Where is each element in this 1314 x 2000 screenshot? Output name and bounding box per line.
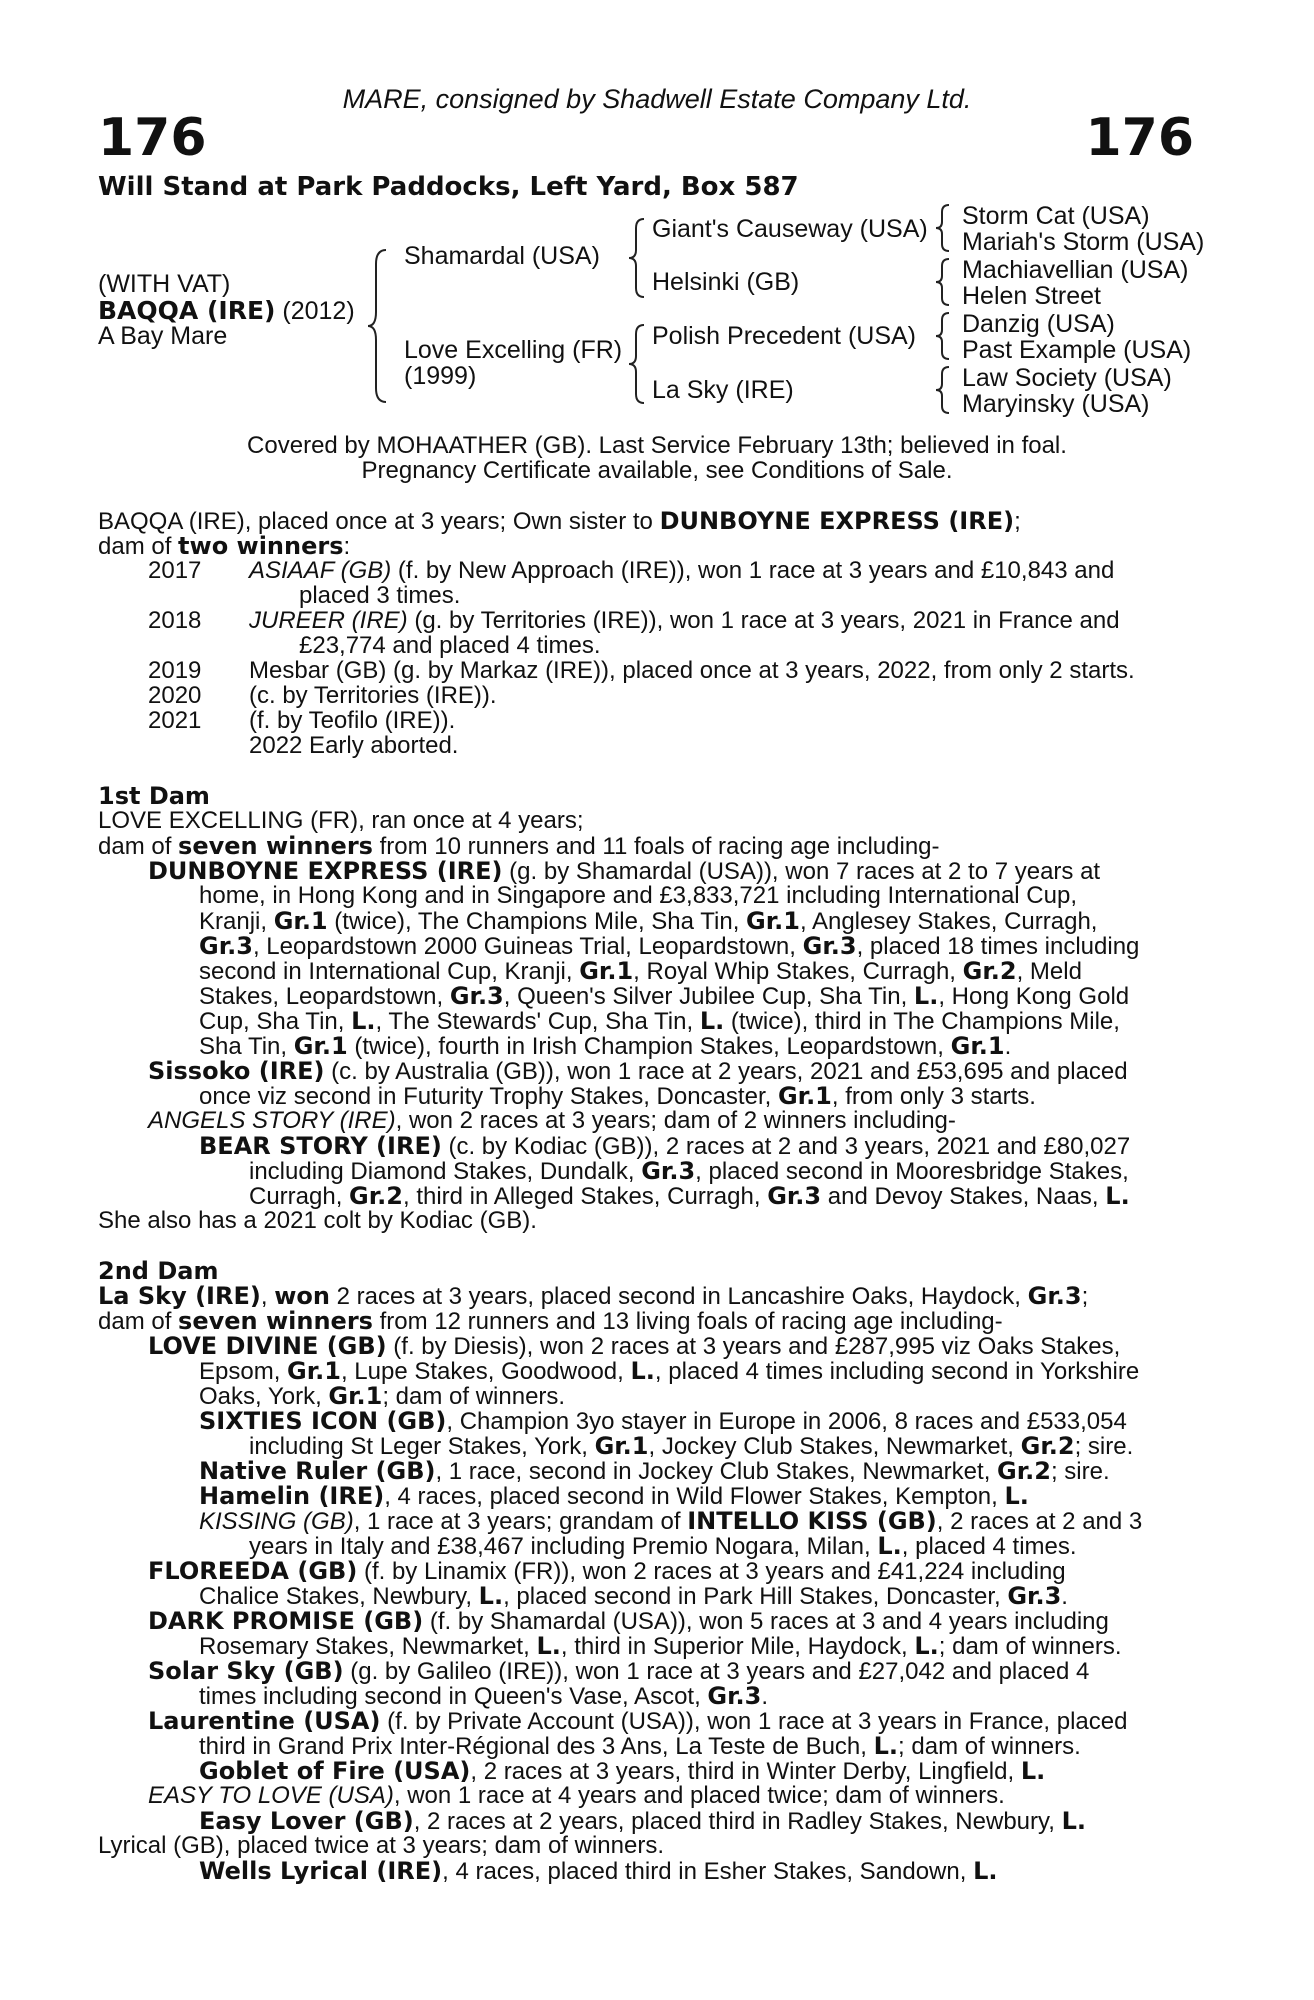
bold-text: Gr.3: [767, 1182, 822, 1210]
pedigree-brace-main: [364, 246, 394, 406]
text: from 12 runners and 13 living foals of racing age including-: [372, 1308, 1003, 1335]
covered-line: Covered by MOHAATHER (GB). Last Service February 13th; believed in foal.: [247, 432, 1067, 459]
bold-text: SIXTIES ICON (GB): [199, 1407, 447, 1435]
lot-number-right: 176: [1085, 108, 1194, 168]
bold-text: L.: [1020, 1757, 1046, 1785]
text: , placed 4 times.: [901, 1533, 1077, 1560]
bold-text: L.: [699, 1007, 725, 1035]
horse-year: (2012): [275, 297, 355, 325]
dam-year: (1999): [404, 362, 477, 390]
bold-text: L.: [973, 1857, 998, 1885]
bold-text: Gr.3: [199, 932, 253, 960]
text: Stakes, Leopardstown,: [199, 983, 450, 1010]
second-dam-line: [199, 1857, 997, 1886]
horse-description: A Bay Mare: [98, 322, 228, 350]
text: , third in Superior Mile, Haydock,: [560, 1633, 915, 1660]
text: ; sire.: [1050, 1458, 1110, 1485]
text: dam of: [98, 833, 179, 860]
bold-text: L.: [536, 1632, 561, 1660]
bold-text: FLOREEDA (GB): [148, 1557, 358, 1585]
text: , placed second in Mooresbridge Stakes,: [695, 1158, 1129, 1185]
text: , placed 18 times including: [856, 933, 1140, 960]
text: Oaks, York,: [199, 1383, 329, 1410]
text: .: [1061, 1583, 1068, 1610]
sire-dam: Helsinki (GB): [652, 268, 800, 296]
bold-text: Hamelin (IRE): [199, 1482, 385, 1510]
bold-text: DUNBOYNE EXPRESS (IRE): [148, 857, 503, 885]
produce-entry: 2022 Early aborted.: [249, 732, 459, 759]
text: (twice), third in The Champions Mile,: [724, 1008, 1120, 1035]
bold-text: LOVE DIVINE (GB): [148, 1332, 387, 1360]
text: (f. by Diesis), won 2 races at 3 years and £287,995 viz Oaks Stakes,: [386, 1333, 1121, 1360]
bold-text: Gr.1: [579, 957, 634, 985]
text: , Leopardstown 2000 Guineas Trial, Leopardstown,: [252, 933, 803, 960]
text: ,: [260, 1283, 275, 1310]
text: , Queen's Silver Jubilee Cup, Sha Tin,: [503, 983, 914, 1010]
text: ; dam of winners.: [938, 1633, 1122, 1660]
bold-text: Gr.3: [1027, 1282, 1082, 1310]
text: (g. by Galileo (IRE)), won 1 race at 3 years and £27,042 and placed 4: [343, 1658, 1090, 1685]
text: (c. by Kodiac (GB)), 2 races at 2 and 3 years, 2021 and £80,027: [441, 1133, 1131, 1160]
text: ; dam of winners.: [382, 1383, 566, 1410]
italic-text: ANGELS STORY (IRE): [148, 1107, 396, 1134]
bold-text: Gr.1: [777, 1082, 832, 1110]
text: (twice), The Champions Mile, Sha Tin,: [327, 908, 747, 935]
bold-text: Gr.2: [962, 957, 1017, 985]
sd-dam: Helen Street: [962, 282, 1101, 310]
text: , from only 3 starts.: [831, 1083, 1036, 1110]
bold-text: Gr.3: [641, 1157, 696, 1185]
text: .: [761, 1683, 769, 1710]
text: , 4 races, placed third in Esher Stakes, Sandown,: [442, 1858, 974, 1885]
bold-text: seven winners: [178, 832, 373, 860]
text: , 2 races at 3 years, third in Winter Derby, Lingfield,: [470, 1758, 1021, 1785]
text: , Lupe Stakes, Goodwood,: [340, 1358, 631, 1385]
first-dam-heading: 1st Dam: [98, 782, 210, 810]
text: ; dam of winners.: [898, 1733, 1081, 1760]
text: (g. by Shamardal (USA)), won 7 races at 2 to 7 years at: [502, 858, 1101, 885]
produce-entry: [249, 607, 1120, 635]
bold-text: Gr.3: [1007, 1582, 1062, 1610]
text: , 2 races at 2 and 3: [936, 1508, 1143, 1535]
text: , Champion 3yo stayer in Europe in 2006, 8 races and £533,054: [446, 1408, 1127, 1435]
bold-text: Gr.2: [1020, 1432, 1075, 1460]
produce-year: 2017: [148, 557, 202, 584]
text: (f. by New Approach (IRE)), won 1 race at 3 years and £10,843 and: [391, 557, 1115, 584]
bold-text: Gr.3: [802, 932, 857, 960]
bold-text: L.: [877, 1532, 902, 1560]
dd-dam: Maryinsky (USA): [962, 390, 1150, 418]
pedigree-brace-ds: [934, 310, 954, 362]
italic-text: ASIAAF (GB): [249, 557, 392, 584]
dam-dam: La Sky (IRE): [652, 376, 794, 404]
bold-text: L.: [1061, 1807, 1086, 1835]
produce-entry-cont: placed 3 times.: [299, 582, 461, 609]
horse-name: BAQQA (IRE): [98, 296, 276, 325]
dd-sire: Law Society (USA): [962, 364, 1172, 392]
produce-entry-cont: £23,774 and placed 4 times.: [299, 632, 601, 659]
text: , Anglesey Stakes, Curragh,: [799, 908, 1098, 935]
bold-text: Native Ruler (GB): [199, 1457, 436, 1485]
text: , Royal Whip Stakes, Curragh,: [633, 958, 963, 985]
sire-sire: Giant's Causeway (USA): [652, 215, 928, 243]
text: from 10 runners and 11 foals of racing age including-: [372, 833, 940, 860]
bold-text: Gr.1: [746, 907, 800, 935]
bold-text: DARK PROMISE (GB): [148, 1607, 424, 1635]
produce-year: 2018: [148, 607, 202, 634]
bold-text: Laurentine (USA): [148, 1707, 381, 1735]
bold-text: DUNBOYNE EXPRESS (IRE): [659, 507, 1015, 535]
text: , Hong Kong Gold: [938, 983, 1130, 1010]
bold-text: L.: [914, 1632, 939, 1660]
text: , Jockey Club Stakes, Newmarket,: [648, 1433, 1021, 1460]
bold-text: Easy Lover (GB): [199, 1807, 414, 1835]
text: BAQQA (IRE), placed once at 3 years; Own sister to: [98, 508, 660, 535]
bold-text: La Sky (IRE): [98, 1282, 261, 1310]
produce-entry: [249, 557, 1114, 585]
dam-sire: Polish Precedent (USA): [652, 322, 917, 350]
bold-text: Gr.1: [273, 907, 328, 935]
bold-text: L.: [630, 1357, 655, 1385]
text: ;: [1081, 1283, 1089, 1310]
text: , 4 races, placed second in Wild Flower Stakes, Kempton,: [384, 1483, 1005, 1510]
consignment-line: MARE, consigned by Shadwell Estate Company Ltd.: [342, 84, 972, 114]
text: once viz second in Futurity Trophy Stakes, Doncaster,: [199, 1083, 778, 1110]
dam: Love Excelling (FR): [404, 336, 623, 364]
text: (g. by Territories (IRE)), won 1 race at 3 years, 2021 in France and: [407, 607, 1120, 634]
text: , Meld: [1016, 958, 1082, 985]
text: 2 races at 3 years, placed second in Lancashire Oaks, Haydock,: [329, 1283, 1028, 1310]
text: , won 1 race at 4 years and placed twice; dam of winners.: [393, 1782, 1005, 1809]
vat-label: (WITH VAT): [98, 270, 231, 298]
bold-text: L.: [913, 982, 939, 1010]
text: times including second in Queen's Vase, Ascot,: [199, 1683, 708, 1710]
produce-entry: (f. by Teofilo (IRE)).: [249, 707, 456, 734]
pregnancy-line: Pregnancy Certificate available, see Conditions of Sale.: [361, 457, 953, 484]
text: Epsom,: [199, 1358, 288, 1385]
bold-text: two winners: [178, 532, 344, 560]
text: Rosemary Stakes, Newmarket,: [199, 1633, 537, 1660]
text: (c. by Australia (GB)), won 1 race at 2 years, 2021 and £53,695 and placed: [324, 1058, 1128, 1085]
bold-text: Wells Lyrical (IRE): [199, 1857, 443, 1885]
text: , 1 race, second in Jockey Club Stakes, Newmarket,: [435, 1458, 998, 1485]
text: including Diamond Stakes, Dundalk,: [249, 1158, 642, 1185]
produce-year: 2021: [148, 707, 202, 734]
text: , 2 races at 2 years, placed third in Radley Stakes, Newbury,: [413, 1808, 1062, 1835]
italic-text: EASY TO LOVE (USA): [148, 1782, 394, 1809]
text: dam of: [98, 533, 179, 560]
text: , placed 4 times including second in Yorkshire: [654, 1358, 1140, 1385]
bold-text: Goblet of Fire (USA): [199, 1757, 471, 1785]
produce-year: 2020: [148, 682, 202, 709]
second-dam-line: Lyrical (GB), placed twice at 3 years; dam of winners.: [98, 1832, 664, 1859]
pedigree-brace-dd: [934, 364, 954, 416]
sire: Shamardal (USA): [404, 242, 600, 270]
text: .: [1004, 1033, 1012, 1060]
text: , placed second in Park Hill Stakes, Doncaster,: [503, 1583, 1008, 1610]
italic-text: JUREER (IRE): [249, 607, 408, 634]
text: and Devoy Stakes, Naas,: [821, 1183, 1106, 1210]
lot-number-left: 176: [98, 108, 207, 168]
second-dam-line: [148, 1782, 1005, 1810]
text: Curragh,: [249, 1183, 350, 1210]
text: years in Italy and £38,467 including Premio Nogara, Milan,: [249, 1533, 878, 1560]
bold-text: Gr.2: [349, 1182, 403, 1210]
produce-entry: (c. by Territories (IRE)).: [249, 682, 497, 709]
bold-text: seven winners: [178, 1307, 373, 1335]
produce-entry: Mesbar (GB) (g. by Markaz (IRE)), placed once at 3 years, 2022, from only 2 starts.: [249, 657, 1135, 684]
text: Cup, Sha Tin,: [199, 1008, 352, 1035]
sd-sire: Machiavellian (USA): [962, 256, 1189, 284]
text: Kranji,: [199, 908, 274, 935]
bold-text: Gr.1: [594, 1432, 649, 1460]
bold-text: Gr.1: [287, 1357, 341, 1385]
first-dam-line: home, in Hong Kong and in Singapore and £3,833,721 including International Cup,: [199, 882, 1077, 909]
stand-location: Will Stand at Park Paddocks, Left Yard, Box 587: [98, 172, 799, 202]
text: dam of: [98, 1308, 179, 1335]
first-dam-line: LOVE EXCELLING (FR), ran once at 4 years;: [98, 807, 584, 834]
text: Chalice Stakes, Newbury,: [199, 1583, 479, 1610]
ss-sire: Storm Cat (USA): [962, 202, 1150, 230]
bold-text: L.: [478, 1582, 504, 1610]
first-dam-line: She also has a 2021 colt by Kodiac (GB).: [98, 1207, 537, 1234]
text: (f. by Private Account (USA)), won 1 race at 3 years in France, placed: [380, 1708, 1128, 1735]
bold-text: L.: [873, 1732, 899, 1760]
bold-text: Gr.1: [328, 1382, 383, 1410]
bold-text: Gr.1: [950, 1032, 1005, 1060]
text: , third in Alleged Stakes, Curragh,: [402, 1183, 768, 1210]
bold-text: Sissoko (IRE): [148, 1057, 325, 1085]
bold-text: Gr.3: [707, 1682, 762, 1710]
bold-text: L.: [351, 1007, 376, 1035]
pedigree-brace-ss: [934, 202, 954, 254]
ds-sire: Danzig (USA): [962, 310, 1115, 338]
bold-text: Solar Sky (GB): [148, 1657, 344, 1685]
text: (twice), fourth in Irish Champion Stakes, Leopardstown,: [347, 1033, 951, 1060]
bold-text: won: [274, 1282, 330, 1310]
second-dam-heading: 2nd Dam: [98, 1257, 219, 1285]
text: , 1 race at 3 years; grandam of: [353, 1508, 688, 1535]
bold-text: Gr.3: [449, 982, 504, 1010]
text: (f. by Shamardal (USA)), won 5 races at 3 and 4 years including: [423, 1608, 1109, 1635]
pedigree-brace-sd: [934, 256, 954, 308]
text: including St Leger Stakes, York,: [249, 1433, 595, 1460]
text: ; sire.: [1074, 1433, 1134, 1460]
bold-text: L.: [1105, 1182, 1130, 1210]
pedigree-brace-dam: [626, 322, 650, 406]
text: , won 2 races at 3 years; dam of 2 winners including-: [395, 1107, 956, 1134]
italic-text: KISSING (GB): [199, 1508, 354, 1535]
text: ;: [1014, 508, 1021, 535]
text: :: [343, 533, 351, 560]
text: second in International Cup, Kranji,: [199, 958, 580, 985]
text: , The Stewards' Cup, Sha Tin,: [375, 1008, 700, 1035]
bold-text: L.: [1004, 1482, 1029, 1510]
pedigree-brace-sire: [626, 216, 650, 300]
produce-year: 2019: [148, 657, 202, 684]
text: Sha Tin,: [199, 1033, 294, 1060]
bold-text: BEAR STORY (IRE): [199, 1132, 442, 1160]
text: third in Grand Prix Inter-Régional des 3 Ans, La Teste de Buch,: [199, 1733, 874, 1760]
first-dam-line: [148, 1107, 956, 1135]
ss-dam: Mariah's Storm (USA): [962, 228, 1205, 256]
bold-text: Gr.1: [293, 1032, 348, 1060]
bold-text: Gr.2: [997, 1457, 1051, 1485]
bold-text: INTELLO KISS (GB): [687, 1507, 937, 1535]
ds-dam: Past Example (USA): [962, 336, 1192, 364]
text: (f. by Linamix (FR)), won 2 races at 3 years and £41,224 including: [357, 1558, 1066, 1585]
